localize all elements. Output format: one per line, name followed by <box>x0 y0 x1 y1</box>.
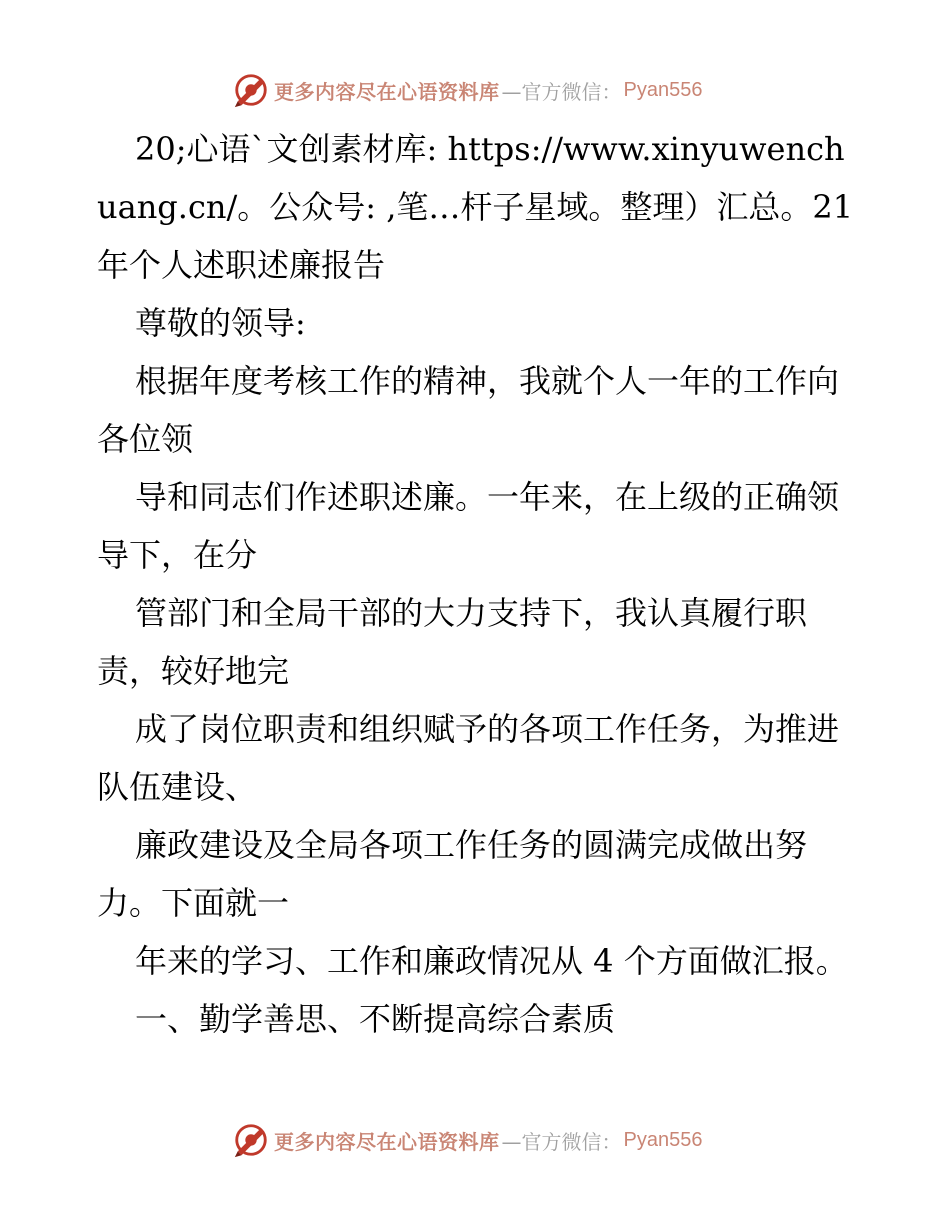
banner-official-text: —官方微信： <box>501 79 622 104</box>
body-paragraph: 尊敬的领导: <box>135 304 306 342</box>
body-paragraph: 导和同志们作述职述廉。一年来，在上级的正确领导下，在分 <box>97 478 840 574</box>
banner-official-text: —官方微信： <box>501 1129 622 1154</box>
header-banner <box>232 70 702 110</box>
body-paragraph: 20;心语`文创素材库: https://www.xinyuwenchuang.cn/。公众号: ,笔…杆子星域。整理）汇总。21 年个人述职述廉报告 <box>97 130 854 284</box>
body-paragraph: 管部门和全局干部的大力支持下，我认真履行职责，较好地完 <box>97 594 808 690</box>
document-body <box>97 120 857 1048</box>
pen-logo-icon <box>232 71 270 109</box>
body-paragraph: 根据年度考核工作的精神，我就个人一年的工作向各位领 <box>97 362 840 458</box>
banner-wechat-id: Pyan556 <box>623 1128 703 1151</box>
body-paragraph: 成了岗位职责和组织赋予的各项工作任务，为推进队伍建设、 <box>97 710 840 806</box>
body-paragraph: 廉政建设及全局各项工作任务的圆满完成做出努力。下面就一 <box>97 826 808 922</box>
banner-wechat-id: Pyan556 <box>623 78 703 101</box>
footer-banner <box>232 1120 702 1160</box>
banner-brand-text: 更多内容尽在心语资料库 <box>274 79 500 104</box>
banner-brand-text: 更多内容尽在心语资料库 <box>274 1129 500 1154</box>
section-heading: 一、勤学善思、不断提高综合素质 <box>135 1000 616 1038</box>
pen-logo-icon <box>232 1121 270 1159</box>
body-paragraph: 年来的学习、工作和廉政情况从 4 个方面做汇报。 <box>135 942 848 980</box>
